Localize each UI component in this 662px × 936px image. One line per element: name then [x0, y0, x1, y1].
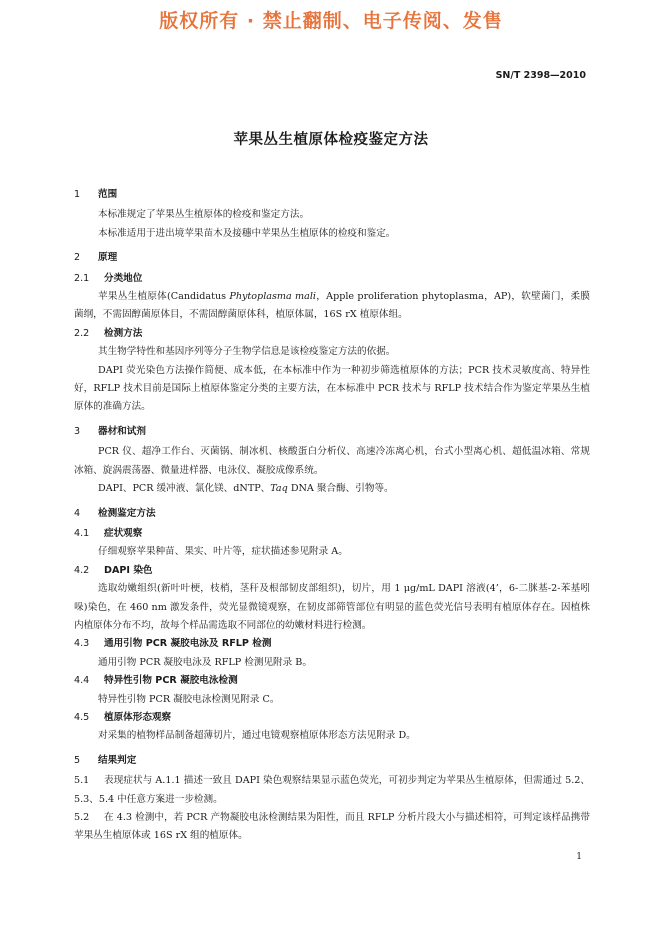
paragraph: DAPI 荧光染色方法操作简便、成本低，在本标准中作为一种初步筛选植原体的方法；PCR 技术灵敏度高、特异性好，RFLP 技术目前是国际上植原体鉴定分类的主要方法，在本标准中 PCR 技术与 RFLP 技术结合作为鉴定苹果丛生植原体的准确方法。 [74, 364, 590, 413]
subsection-heading: 4.4 特异性引物 PCR 凝胶电泳检测 [74, 675, 238, 687]
paragraph: 本标准规定了苹果丛生植原体的检疫和鉴定方法。 [98, 209, 310, 221]
section-heading: 3 器材和试剂 [74, 425, 146, 437]
document-body [74, 180, 590, 846]
paragraph: 仔细观察苹果种苗、果实、叶片等，症状描述参见附录 A。 [98, 546, 348, 558]
page-title: 苹果丛生植原体检疫鉴定方法 [233, 132, 429, 148]
clause-paragraph: 5.1 表现症状与 A.1.1 描述一致且 DAPI 染色观察结果显示蓝色荧光，可初步判定为苹果丛生植原体，但需通过 5.2、5.3、5.4 中任意方案进一步检测。 [74, 775, 590, 805]
paragraph: 对采集的植物样品制备超薄切片，通过电镜观察植原体形态方法见附录 D。 [98, 730, 416, 742]
paragraph: PCR 仪、超净工作台、灭菌锅、制冰机、核酸蛋白分析仪、高速冷冻离心机，台式小型离心机、超低温冰箱、常规冰箱、旋涡震荡器、微量进样器、电泳仪、凝胶成像系统。 [74, 446, 590, 476]
paragraph: 特异性引物 PCR 凝胶电泳检测见附录 C。 [98, 693, 280, 705]
section-heading: 5 结果判定 [74, 754, 137, 766]
section-heading: 2 原理 [74, 252, 118, 264]
subsection-heading: 4.1 症状观察 [74, 527, 143, 539]
paragraph: 其生物学特性和基因序列等分子生物学信息是该检疫鉴定方法的依据。 [98, 346, 396, 358]
subsection-heading: 4.5 植原体形态观察 [74, 711, 172, 723]
paragraph: 通用引物 PCR 凝胶电泳及 RFLP 检测见附录 B。 [98, 656, 312, 668]
paragraph: 苹果丛生植原体(Candidatus Phytoplasma mali，Apple proliferation phytoplasma，AP)，软壁菌门，柔膜菌纲，不需固醇菌原体目，不需固醇菌原体科，植原体属，16S rX 植原体组。 [74, 291, 591, 321]
paragraph: 选取幼嫩组织(新叶叶梗，枝梢，茎秆及根部韧皮部组织)，切片，用 1 μg/mL DAPI 溶液(4’，6-二脒基-2-苯基吲哚)染色，在 460 nm 激发条件，荧光显微镜观察，在韧皮部筛管部位有明显的蓝色荧光信号表明有植原体存在。因植株内植原体分布不均，故每个样品需选取不同部位的幼嫩材料进行检测。 [74, 583, 590, 631]
section-heading: 4 检测鉴定方法 [74, 507, 156, 519]
clause-paragraph: 5.2 在 4.3 检测中，若 PCR 产物凝胶电泳检测结果为阳性，而且 RFLP 分析片段大小与描述相符，可判定该样品携带苹果丛生植原体或 16S rX 组的植原体。 [74, 812, 590, 842]
paragraph: DAPI、PCR 缓冲液、氯化镁、dNTP、Taq DNA 聚合酶、引物等。 [98, 483, 394, 495]
subsection-heading: 4.3 通用引物 PCR 凝胶电泳及 RFLP 检测 [74, 638, 272, 650]
section-heading: 1 范围 [74, 189, 118, 200]
copyright-watermark: 版权所有 · 禁止翻制、电子传阅、发售 [159, 10, 503, 32]
subsection-heading: 4.2 DAPI 染色 [74, 564, 153, 576]
page-number: 1 [576, 852, 582, 862]
standard-code: SN/T 2398—2010 [495, 70, 586, 81]
subsection-heading: 2.1 分类地位 [74, 272, 143, 284]
paragraph: 本标准适用于进出境苹果苗木及接穗中苹果丛生植原体的检疫和鉴定。 [98, 227, 396, 239]
subsection-heading: 2.2 检测方法 [74, 327, 143, 339]
